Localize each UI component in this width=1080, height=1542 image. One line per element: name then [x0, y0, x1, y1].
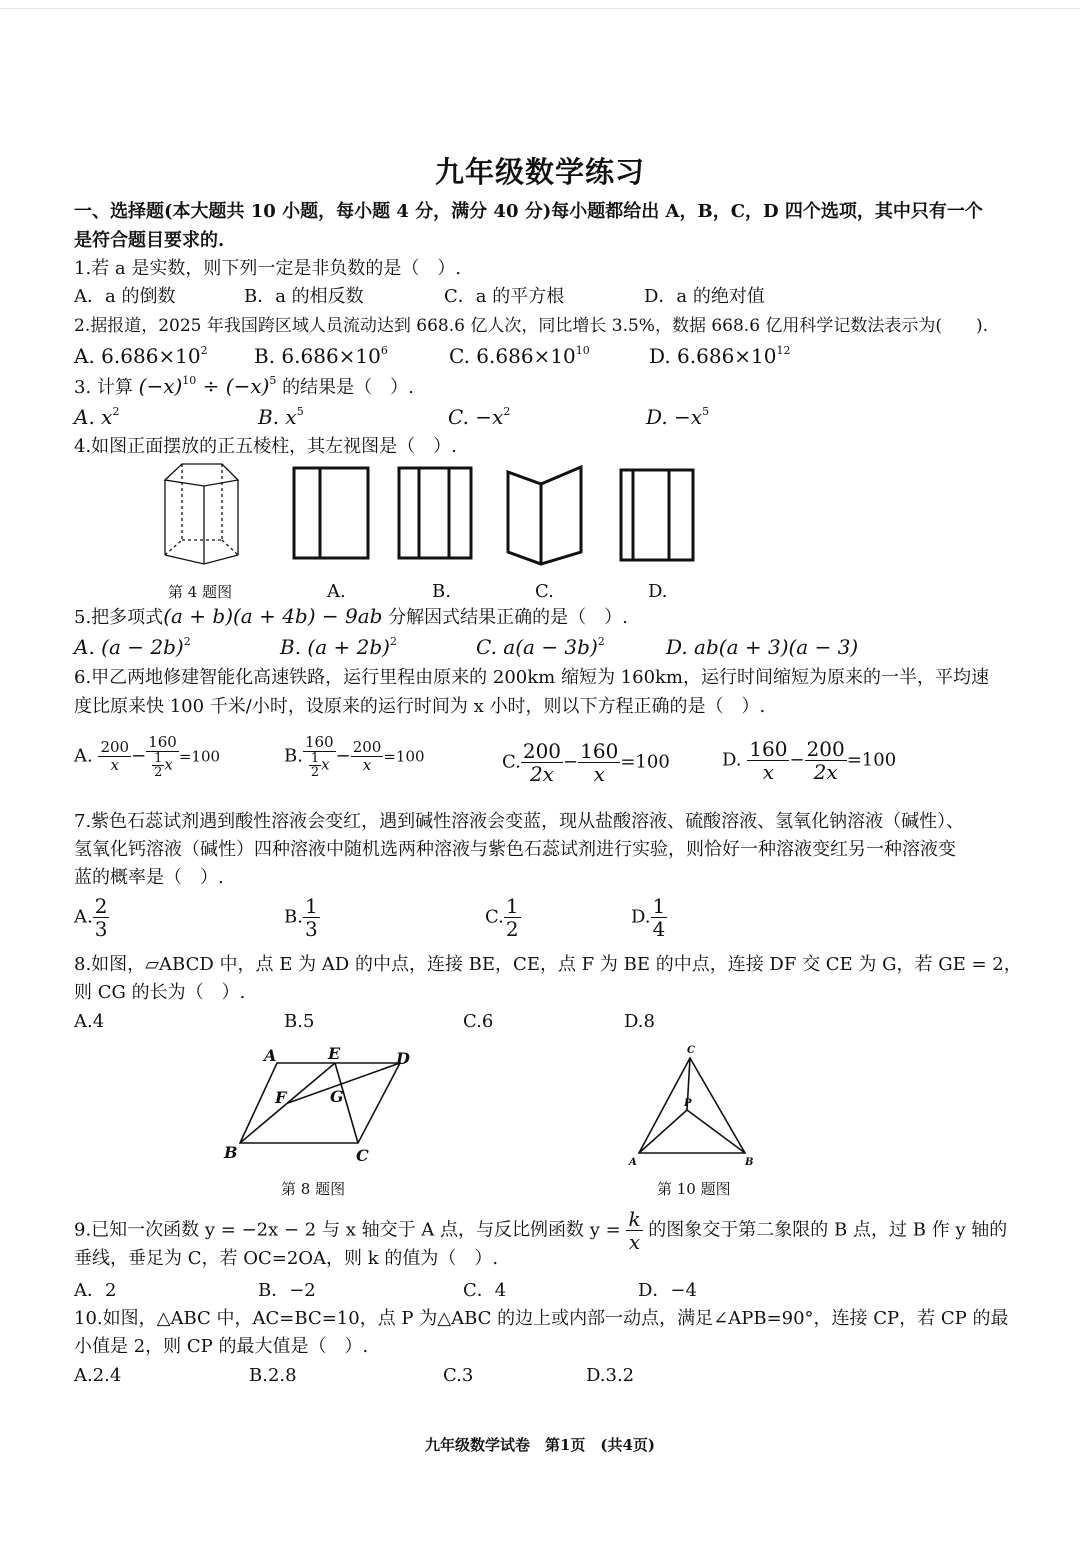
q8-parallelogram-figure [220, 1040, 420, 1170]
q6-c-den1-text: 2x [529, 762, 554, 786]
q8-point-f: F [275, 1088, 287, 1107]
q9-frac-num [626, 1208, 642, 1231]
q9-line1b: 的图象交于第二象限的 B 点，过 B 作 y 轴的 [642, 1219, 1008, 1241]
q3-option-d [646, 405, 709, 429]
q7-d-frac [651, 895, 668, 940]
q4-view-b [397, 466, 477, 561]
q7-b-den: 3 [304, 917, 318, 941]
q6-c-num1: 200 [522, 739, 562, 763]
q5-option-b [280, 635, 397, 659]
q3-stem [74, 374, 414, 400]
q9-frac-x: x [628, 1230, 641, 1254]
q3-exp2: 5 [269, 374, 277, 387]
q5-option-c-text: C. a(a − 3b) [476, 635, 598, 659]
q5-option-d [666, 635, 858, 659]
top-border [0, 8, 1080, 9]
q10-point-a: A [629, 1157, 637, 1168]
q6-d-frac2 [805, 738, 847, 783]
q7-a-frac [93, 895, 110, 940]
q2-option-c [449, 344, 590, 368]
q6-b-den1-text: x [321, 755, 330, 774]
q7-line2: 氢氧化钙溶液（碱性）四种溶液中随机选两种溶液与紫色石蕊试剂进行实验，则恰好一种溶液变红另一种溶液变 [74, 839, 956, 860]
q6-b-half-num: 1 [310, 751, 320, 766]
q7-line3: 蓝的概率是（ ）. [74, 867, 224, 888]
q2-stem: 2.据报道，2025 年我国跨区域人员流动达到 668.6 亿人次，同比增长 3.5%，数据 668.6 亿用科学记数法表示为( ). [74, 316, 989, 336]
q10-line1: 10.如图，△ABC 中，AC=BC=10，点 P 为△ABC 的边上或内部一动点，满足∠APB=90°，连接 CP，若 CP 的最 [74, 1308, 1009, 1329]
q7-d-den: 4 [652, 917, 666, 941]
q4-view-a [292, 466, 372, 561]
q6-c-eq: =100 [620, 751, 670, 773]
q8-line2: 则 CG 的长为（ ）. [74, 982, 246, 1003]
q6-option-a [74, 734, 220, 779]
q1-stem: 1.若 a 是实数，则下列一定是非负数的是（ ）. [74, 258, 462, 279]
q8-point-c: C [356, 1146, 369, 1165]
q10-point-b: B [745, 1157, 754, 1168]
q2-option-c-exp: 10 [575, 344, 590, 357]
q9-option-d: D．−4 [638, 1280, 697, 1301]
q7-option-c [485, 895, 521, 940]
q6-option-b-letter: B. [284, 745, 303, 767]
q6-c-frac1 [521, 740, 563, 785]
q6-a-den2 [146, 752, 179, 779]
q7-option-d [631, 895, 667, 940]
page-footer: 九年级数学试卷 第1页 (共4页) [424, 1436, 656, 1454]
q6-b-minus: − [335, 745, 351, 767]
q6-a-den1-text: x [110, 756, 120, 774]
q10-option-b: B.2.8 [249, 1365, 297, 1386]
q4-label-a: A. [327, 581, 346, 602]
q6-line2: 度比原来快 100 千米/小时，设原来的运行时间为 x 小时，则以下方程正确的是（ ）. [74, 696, 766, 717]
q5-suffix: 分解因式结果正确的是（ ）. [382, 607, 628, 628]
q2-option-c-text: C. 6.686×10 [449, 344, 576, 368]
q7-option-a-letter: A. [74, 906, 93, 928]
q6-d-den1-text: x [762, 760, 774, 784]
q9-frac-den [626, 1231, 642, 1253]
q4-figure-caption: 第 4 题图 [168, 583, 233, 601]
q10-figure-caption: 第 10 题图 [657, 1180, 731, 1198]
q6-d-den1 [747, 761, 789, 783]
q2-option-b-exp: 6 [380, 344, 388, 357]
q7-b-num: 1 [304, 894, 318, 918]
q3-div: ÷ (−x) [196, 374, 270, 398]
q6-c-den2 [578, 763, 620, 785]
q5-option-c-exp: 2 [597, 635, 605, 648]
q6-option-d [722, 738, 896, 783]
q3-suffix: 的结果是（ ）. [276, 377, 414, 398]
q6-b-den2 [351, 757, 384, 774]
q7-option-b-letter: B. [284, 906, 303, 928]
q6-a-frac2 [146, 734, 179, 779]
q7-a-num: 2 [94, 894, 108, 918]
q5-option-c [476, 635, 605, 659]
q4-view-d [619, 468, 699, 563]
q6-a-frac1 [98, 739, 131, 774]
q8-option-a: A.4 [74, 1011, 105, 1032]
q3-option-b-exp: 5 [296, 405, 304, 418]
q4-stem: 4.如图正面摆放的正五棱柱，其左视图是（ ）. [74, 436, 457, 457]
q3-option-d-text: D. −x [646, 405, 703, 429]
q4-view-c [505, 464, 585, 569]
q7-option-b [284, 895, 320, 940]
q8-figure-caption: 第 8 题图 [281, 1180, 346, 1198]
q3-option-b-text: B. x [258, 405, 297, 429]
q6-option-a-letter: A. [74, 745, 93, 767]
q6-a-half-num: 1 [154, 751, 163, 766]
q10-option-a: A.2.4 [74, 1365, 122, 1386]
q9-line1a: 9.已知一次函数 y = −2x − 2 与 x 轴交于 A 点，与反比例函数 y = [74, 1219, 621, 1241]
q2-option-d-text: D. 6.686×10 [649, 344, 777, 368]
q8-option-d: D.8 [624, 1011, 655, 1032]
q6-b-frac2 [351, 739, 384, 774]
q4-label-d: D. [648, 581, 668, 602]
q9-line2: 垂线，垂足为 C，若 OC=2OA，则 k 的值为（ ）. [74, 1248, 499, 1269]
q3-option-a-exp: 2 [112, 405, 120, 418]
q6-a-minus: − [131, 745, 147, 767]
q10-option-c: C.3 [443, 1365, 474, 1386]
q10-line2: 小值是 2，则 CP 的最大值是（ ）. [74, 1336, 369, 1357]
q6-d-frac1 [747, 738, 789, 783]
q3-prefix: 3. 计算 [74, 377, 133, 398]
q10-option-d: D.3.2 [586, 1365, 635, 1386]
q6-a-half [152, 752, 164, 779]
q8-point-d: D [396, 1049, 410, 1068]
q6-option-c [502, 740, 670, 785]
q6-c-frac2 [578, 740, 620, 785]
q7-line1: 7.紫色石蕊试剂遇到酸性溶液会变红，遇到碱性溶液会变蓝，现从盐酸溶液、硫酸溶液、氢氧化钠溶液（碱性）、 [74, 811, 965, 832]
q6-d-num1: 160 [749, 737, 788, 761]
q9-option-a: A．2 [74, 1280, 117, 1301]
q5-option-d-text: D. ab(a + 3)(a − 3) [666, 635, 859, 659]
q5-stem [74, 604, 628, 630]
q6-b-num1: 160 [304, 733, 334, 751]
q2-option-d-exp: 12 [776, 344, 791, 357]
q6-b-den1 [303, 752, 336, 779]
q10-point-p: P [684, 1098, 692, 1109]
section-heading-line1: 一、选择题(本大题共 10 小题，每小题 4 分，满分 40 分)每小题都给出 A，B，C，D 四个选项，其中只有一个 [74, 201, 983, 222]
q5-option-a-text: A. (a − 2b) [74, 635, 184, 659]
q6-option-b [284, 734, 425, 779]
q6-option-d-letter: D. [722, 749, 742, 771]
q7-option-a [74, 895, 109, 940]
q2-option-a-exp: 2 [200, 344, 208, 357]
q1-option-b: B．a 的相反数 [244, 286, 364, 307]
q9-option-c: C．4 [463, 1280, 507, 1301]
q6-b-half-den: 2 [310, 765, 320, 780]
q7-b-frac [303, 895, 320, 940]
page-title: 九年级数学练习 [434, 155, 645, 189]
q8-point-g: G [330, 1087, 344, 1106]
q6-d-eq: =100 [846, 749, 897, 771]
q3-exp1: 10 [182, 374, 197, 387]
q6-c-den1 [521, 763, 563, 785]
q7-option-d-letter: D. [631, 906, 651, 928]
q1-option-d: D．a 的绝对值 [644, 286, 765, 307]
q6-c-num2: 160 [580, 739, 619, 763]
q8-line1: 8.如图，▱ABCD 中，点 E 为 AD 的中点，连接 BE，CE，点 F 为 BE 的中点，连接 DF 交 CE 为 G，若 GE = 2， [74, 954, 1022, 975]
q7-d-num: 1 [652, 894, 666, 918]
q7-c-frac [504, 895, 521, 940]
q6-b-den2-text: x [362, 756, 372, 774]
q3-option-d-exp: 5 [702, 405, 710, 418]
q8-point-e: E [328, 1044, 341, 1063]
section-heading-line2: 是符合题目要求的. [74, 230, 225, 251]
q8-option-b: B.5 [284, 1011, 315, 1032]
q7-c-den: 2 [505, 917, 519, 941]
q2-option-a-text: A. 6.686×10 [74, 344, 201, 368]
q6-c-den2-text: x [593, 762, 605, 786]
q5-option-b-text: B. (a + 2b) [280, 635, 390, 659]
q5-option-b-exp: 2 [389, 635, 397, 648]
q3-option-c [448, 405, 510, 429]
q6-b-half [309, 752, 321, 779]
q6-d-den2 [805, 761, 847, 783]
q10-triangle-figure [625, 1040, 765, 1175]
q9-frac-k: k [628, 1207, 641, 1231]
q6-a-num2: 160 [148, 733, 177, 751]
q3-option-c-exp: 2 [503, 405, 511, 418]
q1-option-a: A．a 的倒数 [74, 286, 176, 307]
q6-line1: 6.甲乙两地修建智能化高速铁路，运行里程由原来的 200km 缩短为 160km，运行时间缩短为原来的一半，平均速 [74, 667, 989, 688]
pentagonal-prism-figure [160, 460, 250, 575]
q8-point-a: A [264, 1046, 277, 1065]
q6-a-den2-text: x [164, 755, 173, 774]
q3-option-a [74, 405, 119, 429]
q9-frac [626, 1208, 642, 1253]
q7-c-num: 1 [505, 894, 519, 918]
q6-d-num2: 200 [806, 737, 845, 761]
q6-a-half-den: 2 [154, 765, 163, 780]
q5-option-a-exp: 2 [183, 635, 191, 648]
q3-option-a-text: A. x [74, 405, 113, 429]
q3-expr: (−x) [138, 374, 183, 398]
q2-option-b [254, 344, 388, 368]
q6-a-num1: 200 [100, 738, 130, 756]
q6-option-c-letter: C. [502, 751, 521, 773]
q8-option-c: C.6 [463, 1011, 494, 1032]
q5-prefix: 5.把多项式 [74, 607, 164, 628]
q10-point-c: C [687, 1045, 695, 1056]
q6-a-den1 [98, 757, 131, 774]
q7-a-den: 3 [94, 917, 108, 941]
q9-option-b: B．−2 [258, 1280, 316, 1301]
q5-expr: (a + b)(a + 4b) − 9ab [163, 604, 383, 628]
q6-d-den2-text: 2x [813, 760, 838, 784]
q2-option-a [74, 344, 208, 368]
q6-c-minus: − [563, 751, 579, 773]
q6-b-frac1 [303, 734, 336, 779]
q6-d-minus: − [789, 749, 805, 771]
q6-a-eq: =100 [178, 747, 221, 766]
q4-label-c: C. [535, 581, 554, 602]
q8-point-b: B [224, 1143, 238, 1162]
q7-option-c-letter: C. [485, 906, 504, 928]
q3-option-b [258, 405, 304, 429]
q5-option-a [74, 635, 191, 659]
q6-b-eq: =100 [383, 747, 425, 766]
q6-b-num2: 200 [352, 738, 382, 756]
q4-label-b: B. [432, 581, 451, 602]
q2-option-d [649, 344, 791, 368]
q1-option-c: C．a 的平方根 [444, 286, 565, 307]
q2-option-b-text: B. 6.686×10 [254, 344, 381, 368]
q3-option-c-text: C. −x [448, 405, 504, 429]
